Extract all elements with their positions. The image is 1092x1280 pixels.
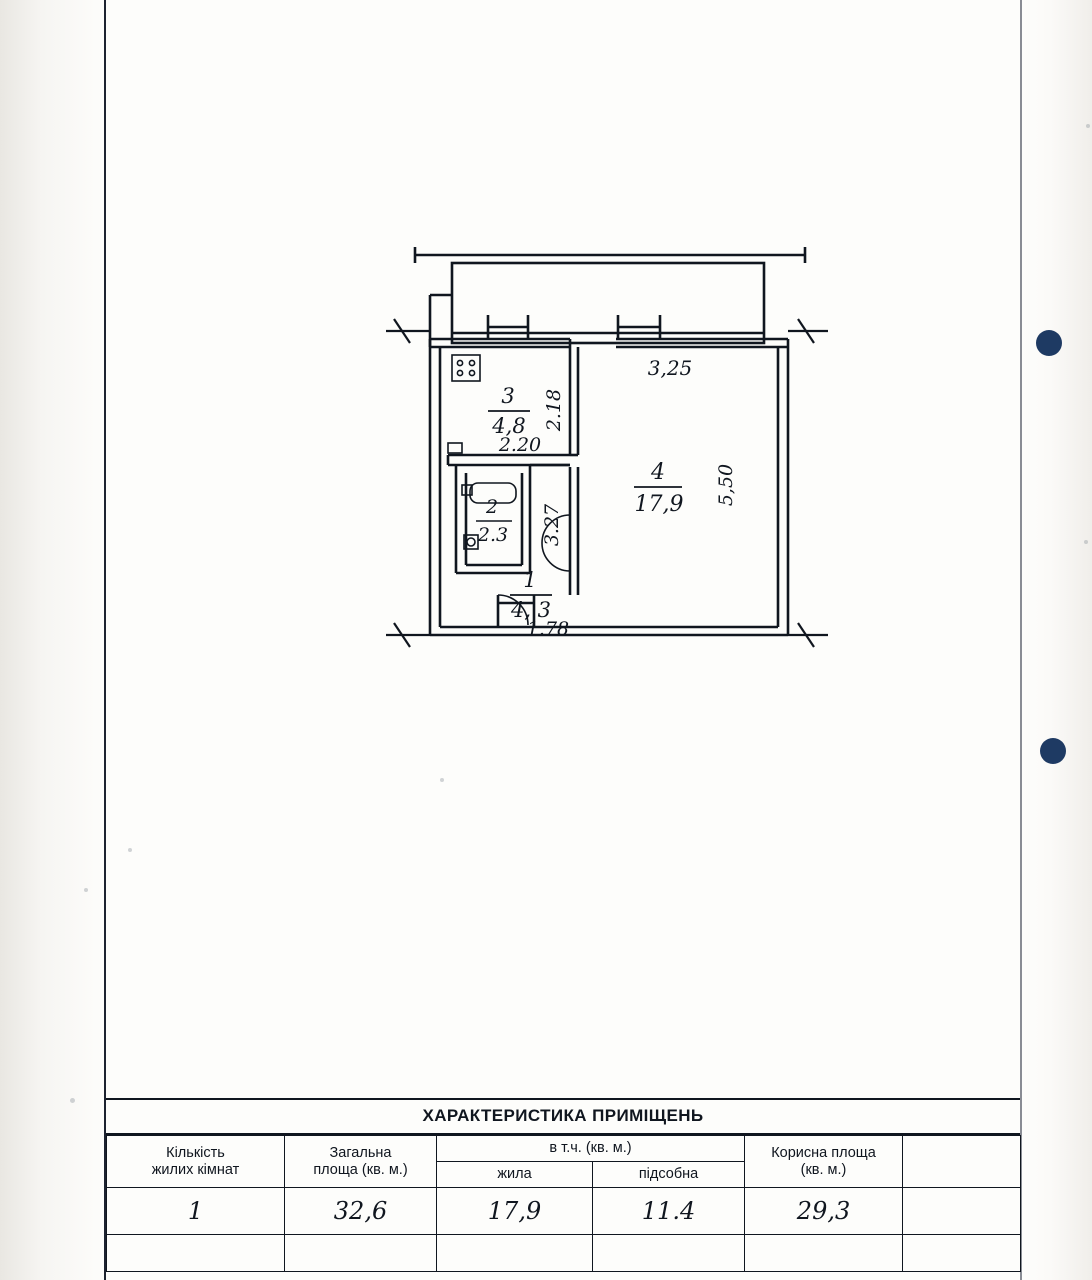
room-1-number: 1: [523, 568, 537, 592]
table-title: ХАРАКТЕРИСТИКА ПРИМІЩЕНЬ: [106, 1098, 1020, 1135]
dimension-5-50: 5,50: [715, 463, 737, 507]
dimension-3-27: 3.27: [541, 503, 563, 547]
floor-plan-drawing: [370, 235, 840, 675]
scan-speck: [128, 848, 132, 852]
dimension-2-20: 2.20: [498, 434, 542, 456]
header-total-area-line1: Загальна: [329, 1144, 392, 1161]
room-label-1: [510, 568, 552, 622]
page-frame-right-line: [1020, 0, 1022, 1280]
header-rooms-count-line2: жилих кімнат: [151, 1161, 240, 1178]
binder-hole-top: [1036, 330, 1062, 356]
header-useful-area: [745, 1136, 903, 1188]
scan-speck: [70, 1098, 75, 1103]
header-total-area: [285, 1136, 437, 1188]
table-empty-row: [107, 1235, 1021, 1272]
empty-cell-1: [107, 1235, 285, 1272]
binder-hole-bottom: [1040, 738, 1066, 764]
value-auxiliary: 11.4: [593, 1188, 745, 1235]
dimension-2-18: 2.18: [543, 388, 565, 432]
scan-speck: [1084, 540, 1088, 544]
room-4-area: 17,9: [634, 492, 684, 517]
room-label-3: [488, 384, 530, 438]
scan-speck: [440, 778, 444, 782]
dimension-3-25: 3,25: [647, 356, 693, 380]
scan-speck: [1086, 124, 1090, 128]
value-useful-area: 29,3: [745, 1188, 903, 1235]
header-living: жила: [437, 1162, 593, 1188]
premises-characteristics-table: [106, 1098, 1020, 1272]
empty-cell-3: [437, 1235, 593, 1272]
room-3-number: 3: [501, 384, 515, 408]
table-value-row: [107, 1188, 1021, 1235]
header-total-area-line2: площа (кв. м.): [313, 1161, 408, 1178]
header-extra-column: [903, 1136, 1021, 1188]
header-rooms-count-line1: Кількість: [166, 1144, 225, 1161]
header-rooms-count: [107, 1136, 285, 1188]
page-frame-left-line: [104, 0, 106, 1280]
value-total-area: 32,6: [285, 1188, 437, 1235]
value-living: 17,9: [437, 1188, 593, 1235]
empty-cell-5: [745, 1235, 903, 1272]
room-4-number: 4: [651, 460, 665, 485]
room-3-area: 4,8: [492, 414, 526, 438]
room-2-number: 2: [485, 496, 499, 518]
value-extra: [903, 1188, 1021, 1235]
header-including-group: в т.ч. (кв. м.): [437, 1136, 745, 1162]
header-useful-area-line2: (кв. м.): [800, 1161, 847, 1178]
paper-edge-left: [0, 0, 104, 1280]
room-2-area: 2.3: [477, 524, 509, 546]
empty-cell-4: [593, 1235, 745, 1272]
table-header-row-1: [107, 1136, 1021, 1162]
value-rooms-count: 1: [107, 1188, 285, 1235]
header-useful-area-line1: Корисна площа: [771, 1144, 876, 1161]
paper-edge-right: [1022, 0, 1092, 1280]
empty-cell-2: [285, 1235, 437, 1272]
room-1-area: 4, 3: [510, 598, 552, 622]
room-label-4: [634, 460, 683, 517]
scan-speck: [84, 888, 88, 892]
empty-cell-6: [903, 1235, 1021, 1272]
dimension-1-78: 1.78: [526, 618, 570, 640]
header-auxiliary: підсобна: [593, 1162, 745, 1188]
